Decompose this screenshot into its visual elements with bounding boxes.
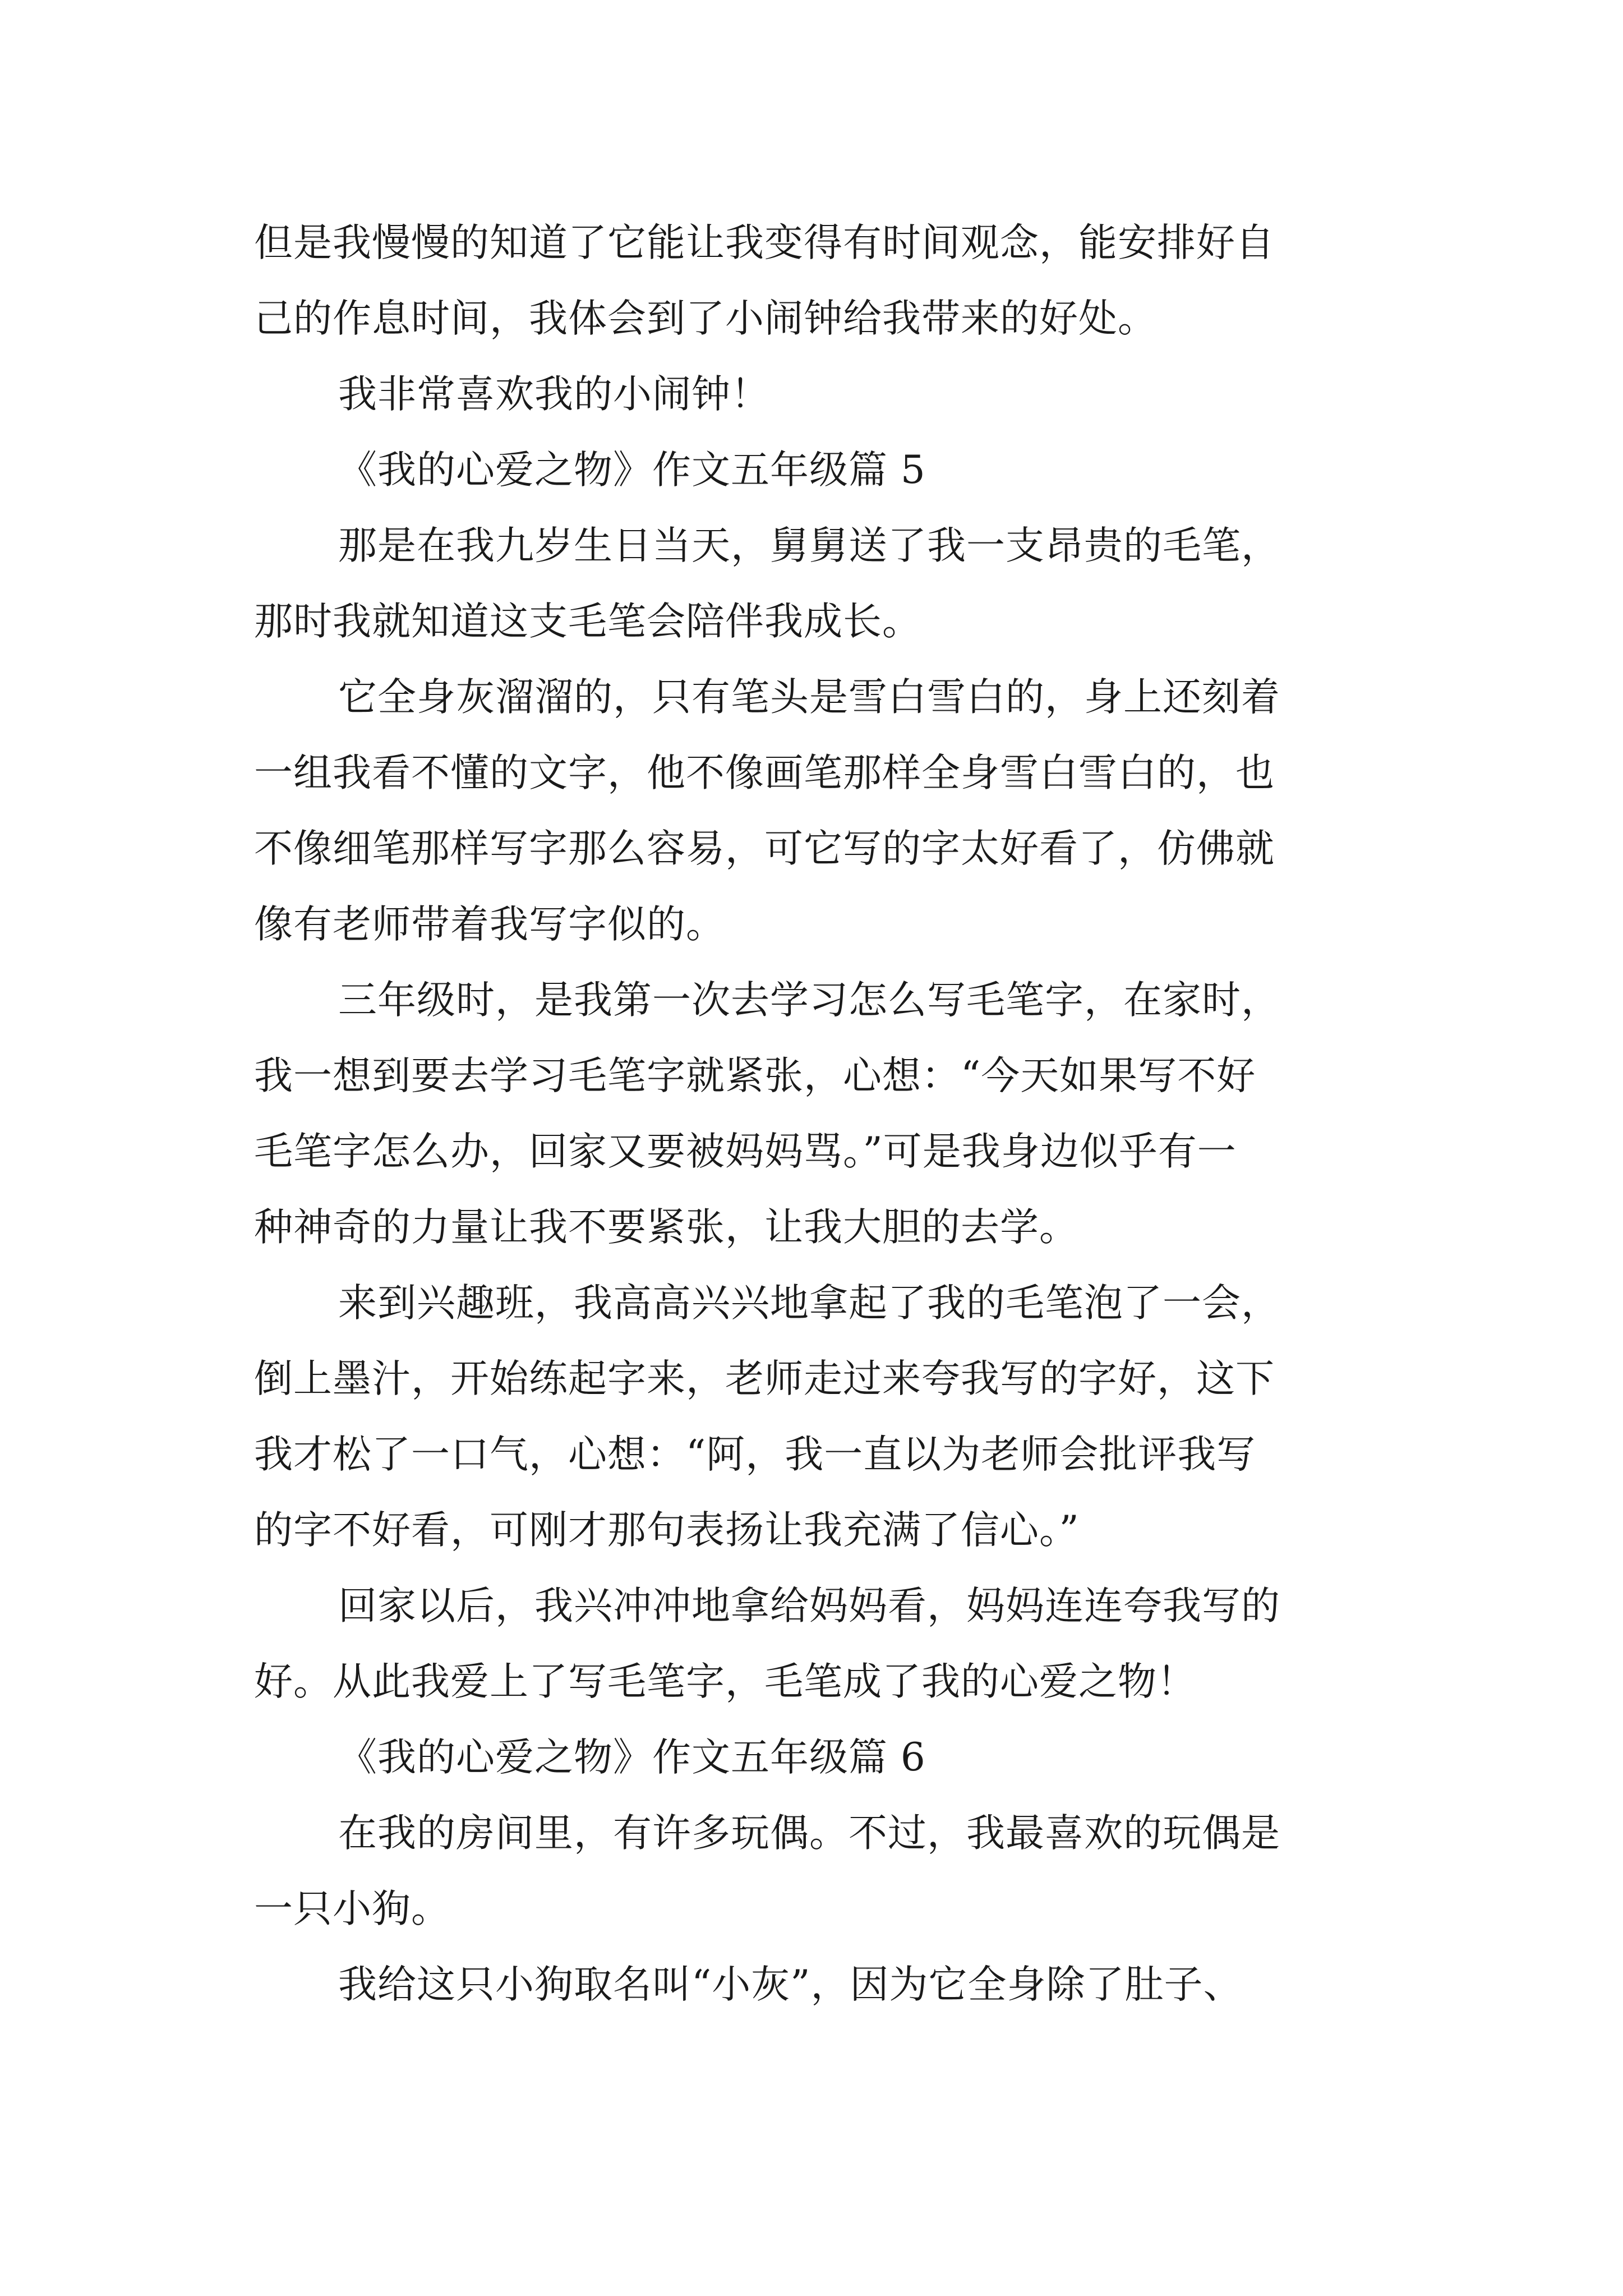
text-line: 但是我慢慢的知道了它能让我变得有时间观念，能安排好自 <box>254 220 1275 265</box>
text-line: 那是在我九岁生日当天，舅舅送了我一支昂贵的毛笔， <box>338 523 1280 568</box>
text-line: 三年级时，是我第一次去学习怎么写毛笔字，在家时， <box>338 978 1280 1023</box>
text-line: 我给这只小狗取名叫“小灰”，因为它全身除了肚子、 <box>338 1962 1243 2007</box>
section-heading: 《我的心爱之物》作文五年级篇 6 <box>338 1735 926 1780</box>
text-line: 来到兴趣班，我高高兴兴地拿起了我的毛笔泡了一会， <box>338 1281 1280 1326</box>
text-line: 倒上墨汁，开始练起字来，老师走过来夸我写的字好，这下 <box>254 1356 1275 1401</box>
text-line: 己的作息时间，我体会到了小闹钟给我带来的好处。 <box>254 296 1157 341</box>
text-line: 在我的房间里，有许多玩偶。不过，我最喜欢的玩偶是 <box>338 1811 1280 1856</box>
text-line: 好。从此我爱上了写毛笔字，毛笔成了我的心爱之物！ <box>254 1659 1196 1704</box>
text-line: 一只小狗。 <box>254 1887 450 1931</box>
text-line: 我才松了一口气，心想：“阿，我一直以为老师会批评我写 <box>254 1432 1256 1477</box>
text-line: 的字不好看，可刚才那句表扬让我充满了信心。” <box>254 1508 1080 1553</box>
text-line: 它全身灰溜溜的，只有笔头是雪白雪白的，身上还刻着 <box>338 675 1280 720</box>
text-line: 一组我看不懂的文字，他不像画笔那样全身雪白雪白的，也 <box>254 751 1275 795</box>
text-line: 那时我就知道这支毛笔会陪伴我成长。 <box>254 599 921 644</box>
text-line: 回家以后，我兴冲冲地拿给妈妈看，妈妈连连夸我写的 <box>338 1584 1280 1628</box>
text-line: 像有老师带着我写字似的。 <box>254 902 725 947</box>
text-line: 毛笔字怎么办，回家又要被妈妈骂。”可是我身边似乎有一 <box>254 1129 1237 1174</box>
text-line: 我一想到要去学习毛笔字就紧张，心想：“今天如果写不好 <box>254 1053 1256 1098</box>
text-line: 不像细笔那样写字那么容易，可它写的字太好看了，仿佛就 <box>254 826 1275 871</box>
text-line: 种神奇的力量让我不要紧张，让我大胆的去学。 <box>254 1205 1078 1250</box>
text-line: 我非常喜欢我的小闹钟！ <box>338 372 770 417</box>
section-heading: 《我的心爱之物》作文五年级篇 5 <box>338 448 926 493</box>
